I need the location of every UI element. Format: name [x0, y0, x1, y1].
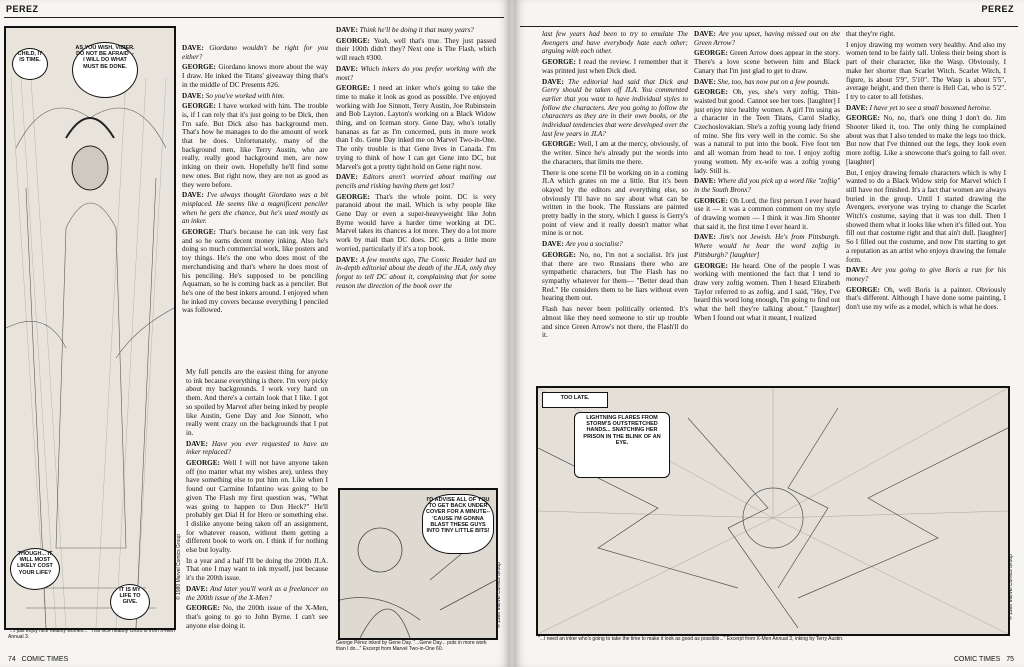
answer-text: In a year and a half I'll be doing the 200th JLA. That one I may want to ink myself, just because it's the 200th issue. [186, 556, 328, 583]
answer-text: He heard. One of the people I was working with mentioned the fact that I tend to draw very zoftig women. Then I heard Elizabeth Taylor referred to as zoftig, and I said, "Hey, I've heard this word long enough, I'm going to find out what the hell they're talking about." [laughter] When I found out what it meant, I realized [694, 261, 840, 322]
column-1-continued [186, 368, 328, 654]
interview-paragraph [694, 78, 840, 87]
interviewer-question: I've always thought Giordano was a bit misplaced. He seems like a magnificent penciler when he gets the chance, but he's used mostly as an inker. [182, 191, 328, 226]
interviewer-question: Jim's not Jewish. He's from Pittsburgh. Where would he hear the word zoftig in Pittsburgh? [laughter] [694, 233, 840, 259]
interview-paragraph [336, 84, 496, 171]
speaker-label: GEORGE: [694, 196, 731, 205]
speaker-label: DAVE: [336, 255, 361, 264]
left-page [0, 0, 510, 667]
speaker-label: GEORGE: [542, 58, 579, 67]
answer-text: Giordano knows more about the way I draw. He inked the Titans' giveaway thing that's in the middle of DC Presents #26. [182, 63, 328, 89]
speaker-label: GEORGE: [182, 63, 219, 72]
narration-box-lightning: LIGHTNING FLARES FROM STORM'S OUTSTRETCHED HANDS... SNATCHING HER PRISON IN THE BLINK OF AN EYE. [574, 412, 670, 478]
interviewer-question: Are you a socialist? [565, 240, 623, 249]
interview-paragraph [186, 459, 328, 555]
answer-text: That's because he can ink very fast and so he earns decent money inking. Also he's doing so much commercial work, like posters and toy things. He's the one who does most of the merchandising and that's where he does most of his penciling. He's supposed to be penciling Aquaman, so he is coming back as a penciler. But he's one of the best inkers around. I enjoyed when he inked my covers because everything I penciled was followed. [182, 228, 328, 315]
folio-left [8, 656, 68, 663]
interview-paragraph [694, 233, 840, 259]
answer-text: I have worked with him. The trouble is, if I can rely that it's just going to be Dick, then I'm safe. But Dick also has background men. That's how he manages to do the amount of work that he does. Unfortunately, many of the background men, like Terry Austin, who are really, really good background men, are now inking on their own. Hopefully he'll find some new ones. But right now, they are not as good as they were before. [182, 102, 328, 189]
page-number-right: 75 [1006, 656, 1014, 663]
interview-paragraph [186, 604, 328, 630]
speaker-label: GEORGE: [846, 114, 884, 123]
interview-paragraph [542, 30, 688, 56]
interview-paragraph [846, 104, 1006, 113]
interview-paragraph [694, 262, 840, 323]
speaker-label: GEORGE: [694, 88, 733, 97]
interview-paragraph [336, 256, 496, 291]
answer-text: No, the 200th issue of the X-Men, that's going to go to John Byrne. I can't see anyone else doing it. [186, 604, 328, 630]
speaker-label: GEORGE: [186, 604, 223, 613]
interviewer-question: And later you'll work as a freelancer on the 200th issue of the X-Men? [186, 584, 328, 602]
interviewer-question: Have you ever requested to have an inker replaced? [186, 439, 328, 457]
interview-paragraph [542, 140, 688, 166]
iron-man-art-panel [338, 488, 498, 640]
answer-text: I need an inker who's going to take the time to make it look as good as possible. I've enjoyed working with Joe Sinnott, Terry Austin, Joe Rubinstein and Bob Layton. Layton's working on a Black Widow thing, and on Iceman story. Gene Day, who's totally bananas as far as I'm concerned, puts in more work than I do. Gene Day inked me on Marvel Two-in-One. The only trouble is that Gene lives in Canada. I'm trying to think of how I can get Gene into DC, but Marvel's got a pretty tight hold on Gene right now. [336, 84, 496, 171]
interview-paragraph [846, 114, 1006, 166]
speech-bubble-vizier: CHILD, IT IS TIME. [12, 48, 48, 80]
header-rule-right [520, 26, 1018, 27]
action-caption: George Pérez inked by Gene Day. "...Gene Day... puts in more work than I do..." Excerpt from Marvel Two-in-One 60. [336, 640, 487, 652]
answer-text: Oh Lord, the first person I ever heard use it — it was a common comment on my style of drawing women — I think it was Jim Shooter that said it, the first time I ever heard it. [694, 196, 840, 231]
speaker-label: DAVE: [182, 44, 210, 52]
speaker-label: DAVE: [336, 26, 360, 34]
art-credit-left: © 1980 Marvel Comics Group [176, 534, 182, 600]
column-3 [542, 30, 688, 380]
speaker-label: DAVE: [336, 64, 361, 73]
interview-paragraph [694, 177, 840, 194]
answer-text: No, no, that's one thing I don't do. Jim Shooter liked it, too. The only thing he complained about was that I also tended to make the legs too thick. But now that I've thinned out the legs, they look even more zoftig. Like a snowcone that's going to fall over. [laughter] [846, 114, 1006, 166]
interview-paragraph [182, 92, 328, 101]
interview-paragraph [846, 169, 1006, 265]
speaker-label: GEORGE: [694, 49, 730, 58]
interviewer-question: last few years had been to try to emulate The Avengers and have everybody hate each other; arguing with each other. [542, 30, 688, 56]
answer-text: Well I will not have anyone taken off (no matter what my wishes are), unless they have something else to put him on. Like when I found out Carmine Infantino was going to be given The Flash my first question was, "What was going to happen to Don Heck?" He'll probably get Dial H for Hero or something else. I dislike anyone being taken off an assignment, for whatever reason, without them getting a different book to work on. I think if for nothing else but loyalty. [186, 459, 328, 555]
publication-right: COMIC TIMES [953, 656, 1001, 663]
running-head-right: PEREZ [981, 4, 1014, 14]
storm-illustration [6, 28, 174, 628]
answer-text: I read the review. I remember that it was printed just when Dick died. [542, 58, 688, 75]
interview-paragraph [186, 585, 328, 602]
art-credit-middle: © 1980 Marvel Comics Group [496, 562, 502, 628]
page-number-left: 74 [8, 656, 16, 663]
interview-paragraph [182, 44, 328, 61]
speaker-label: GEORGE: [186, 459, 224, 468]
speaker-label: DAVE: [336, 173, 363, 182]
answer-text: That's the whole point. DC is very paranoid about the mail. Which is why people like Gene Day or even a super-heavyweight like John Byrne would have a harder time working at DC. Marvel takes its chances a lot more. They do a lot more work by mail than DC does. DC gets a little more worried, particularly if it's a top book. [336, 192, 496, 253]
speaker-label: DAVE: [186, 439, 212, 448]
interview-paragraph [694, 197, 840, 232]
column-2 [336, 26, 496, 478]
interviewer-question: The editorial had said that Dick and Gerry should be taken off JLA. You commented earlier that you want to have individual styles to follow the characters. Are you going to follow the characters as they are in their own books, or the individual tendencies that were developed over the last few years in JLA? [542, 77, 688, 138]
speaker-label: DAVE: [694, 177, 718, 186]
interviewer-question: Where did you pick up a word like "zoftig" in the South Bronx? [694, 177, 840, 194]
interview-paragraph [186, 557, 328, 583]
interviewer-question: I have yet to see a small bosomed heroine. [869, 103, 992, 112]
answer-text: My full pencils are the easiest thing for anyone to ink because everything is there. I'm very picky about my backgrounds. I work very hard on them. And there's a certain look that I like. I got so spoiled by Marvel after being inked by people like Austin, Gene Day and Joe Sinnott, who really went crazy on the backgrounds that I put in. [186, 368, 328, 437]
interview-paragraph [182, 63, 328, 89]
publication-left: COMIC TIMES [21, 656, 69, 663]
answer-text: There is one scene I'll be working on in a coming JLA which grates on me a little. But it's been okayed by the editors and everything else, so obviously I'll have no say about what can be written in the book. The Russians are painted pretty badly in the story, which I guess is Gerry's point of view and it really doesn't matter what mine is or not. [542, 168, 688, 238]
answer-text: that they're right. [846, 30, 895, 38]
interviewer-question: Which inkers do you prefer working with the most? [336, 64, 496, 82]
interview-paragraph [542, 240, 688, 249]
running-head-left: PEREZ [6, 4, 39, 14]
speaker-label: GEORGE: [542, 140, 579, 149]
speaker-label: DAVE: [846, 266, 872, 275]
interview-paragraph [336, 193, 496, 254]
speaker-label: GEORGE: [336, 36, 374, 45]
interview-paragraph [182, 191, 328, 226]
speaker-label: DAVE: [182, 91, 206, 100]
speech-bubble-though: THOUGH... IT WILL MOST LIKELY COST YOUR LIFE? [10, 548, 60, 590]
interview-paragraph [336, 26, 496, 35]
speaker-label: DAVE: [542, 240, 566, 249]
answer-text: Oh, yes, she's very zoftig. Thin-waisted but good. Cannot see her toes. [laughter] I just enjoy nice healthy women. A girl I'm using as a character in the Teen Titans, Carol Sladky, Czechoslovakian. She's a zoftig young lady friend of mine. She fits very well in the comic. So she was a natural to put into the book. Five foot ten and all woman from head to toe. I enjoy zoftig young women. My ex-wife was a zoftig young lady. Still is. [694, 88, 840, 175]
interview-paragraph [336, 37, 496, 63]
speaker-label: GEORGE: [336, 84, 374, 93]
speaker-label: DAVE: [694, 30, 719, 38]
speaker-label: DAVE: [846, 103, 870, 112]
art-credit-bottom: © 1980 Marvel Comics Group [1008, 554, 1014, 620]
interviewer-question: Giordano wouldn't be right for you either? [182, 44, 328, 61]
lightning-caption: "...I need an inker who's going to take the time to make it look as good as possible..." Excerpt from X-Men Annual 3, inking by Terry Austin. [538, 636, 844, 642]
answer-text: Oh, well Boris is a painter. Obviously that's different. Although I have done some painting, I don't use my wife as a model, which is what he does. [846, 285, 1006, 312]
column-4 [694, 30, 840, 380]
answer-text: Green Arrow does appear in the story. There's a love scene between him and Black Canary that I'm just glad to get to draw. [694, 49, 840, 75]
speaker-label: DAVE: [186, 584, 211, 593]
answer-text: Flash has never been politically oriented. It's almost like they need someone to stir up trouble and since Green Arrow's not there, the Flash'll do it. [542, 305, 688, 340]
answer-text: I enjoy drawing my women very healthy. And also my women tend to be fairly tall. Unless their being short is part of their character, like the Wasp. Obviously, I make her shorter than Scarlet Witch. Scarlet Witch, I figure, is about 5'9", 5'10". The Wasp is about 5'5", average height, and then there is Hell Cat, who is 5'2". I try to cater to all fetishes. [846, 40, 1006, 101]
interview-paragraph [182, 102, 328, 189]
speaker-label: GEORGE: [336, 192, 376, 201]
speech-bubble-life: IT IS MY LIFE TO GIVE. [110, 584, 150, 620]
interview-paragraph [336, 173, 496, 190]
interview-paragraph [694, 88, 840, 175]
right-page [514, 0, 1024, 667]
interviewer-question: Are you upset, having missed out on the Green Arrow? [694, 30, 840, 47]
interview-paragraph [336, 65, 496, 82]
column-5 [846, 30, 1006, 380]
storm-caption: "...I just enjoy nice healthy women..." This nice healthy Ororo is from X-Men Annual 3. [8, 628, 175, 640]
speech-bubble-storm: AS YOU WISH, VIZIER. DO NOT BE AFRAID -- I WILL DO WHAT MUST BE DONE. [72, 42, 138, 98]
interview-paragraph [542, 305, 688, 340]
interview-paragraph [542, 169, 688, 239]
answer-text: Well, I am at the mercy, obviously, of the writer. Since he's already put the words into the characters, that limits me there. [542, 140, 688, 166]
speaker-label: DAVE: [694, 77, 718, 86]
speaker-label: GEORGE: [182, 102, 219, 111]
interviewer-question: Editors aren't worried about mailing out pencils and risking having them get lost? [336, 173, 496, 190]
interviewer-question: Are you going to give Boris a run for his money? [846, 266, 1006, 283]
column-1 [182, 44, 328, 366]
interview-paragraph [846, 30, 1006, 39]
storm-art-panel [4, 26, 176, 630]
interview-paragraph [542, 58, 688, 75]
storm-lightning-art-panel [536, 386, 1010, 636]
interview-paragraph [182, 228, 328, 315]
interviewer-question: She, too, has now put on a few pounds. [717, 77, 830, 86]
interview-paragraph [186, 440, 328, 457]
speaker-label: GEORGE: [694, 261, 732, 270]
interview-paragraph [694, 30, 840, 47]
header-rule-left [4, 17, 504, 18]
caption-box-too-late: TOO LATE. [542, 392, 608, 408]
speaker-label: GEORGE: [182, 228, 220, 237]
interview-paragraph [846, 266, 1006, 283]
interview-paragraph [846, 41, 1006, 102]
answer-text: Yeah, well that's true. They just passed their 100th didn't they? Next one is The Flash, which will reach #300. [336, 36, 496, 63]
interview-paragraph [186, 368, 328, 438]
speaker-label: DAVE: [182, 191, 207, 200]
interviewer-question: Think he'll be doing it that many years? [359, 26, 474, 34]
interview-paragraph [542, 78, 688, 139]
speech-bubble-blast: I'D ADVISE ALL OF YOU TO GET BACK UNDER COVER FOR A MINUTE-- 'CAUSE I'M GONNA BLAST THESE GUYS INTO TINY LITTLE BITS! [422, 494, 494, 554]
answer-text: No, no, I'm not a socialist. It's just that there are two Russians there who are sympathetic characters, but The Flash has no sympathy whatever for them— "Better dead than Red." He considers them to be liars without even hearing them out. [542, 250, 688, 303]
interview-paragraph [694, 49, 840, 75]
interviewer-question: So you've worked with him. [205, 91, 285, 100]
interview-paragraph [846, 286, 1006, 312]
interview-paragraph [542, 251, 688, 303]
speaker-label: DAVE: [694, 233, 720, 242]
folio-right [954, 656, 1014, 663]
speaker-label: GEORGE: [846, 285, 884, 294]
answer-text: But, I enjoy drawing female characters which is why I wanted to do a Black Widow strip for Marvel which I still have not finished. It's a fact that women are always buried in the group. Until I started drawing the Avengers, everyone was trying to change the Scarlet Witch's costume, saying that it was too dull. Then I showed them what it looks like when it's filled out. You fill out that costume right and that ain't dull. [laughter] So I filled out the costume, and now I'm starting to get a reputation as an artist who enjoys drawing the female form. [846, 168, 1006, 264]
speaker-label: DAVE: [542, 77, 569, 86]
interviewer-question: A few months ago, The Comic Reader had an in-depth editorial about the death of the JLA, only they forgot to tell DC about it, complaining that for some reason the direction of the book over the [336, 255, 496, 290]
speaker-label: GEORGE: [542, 250, 580, 259]
